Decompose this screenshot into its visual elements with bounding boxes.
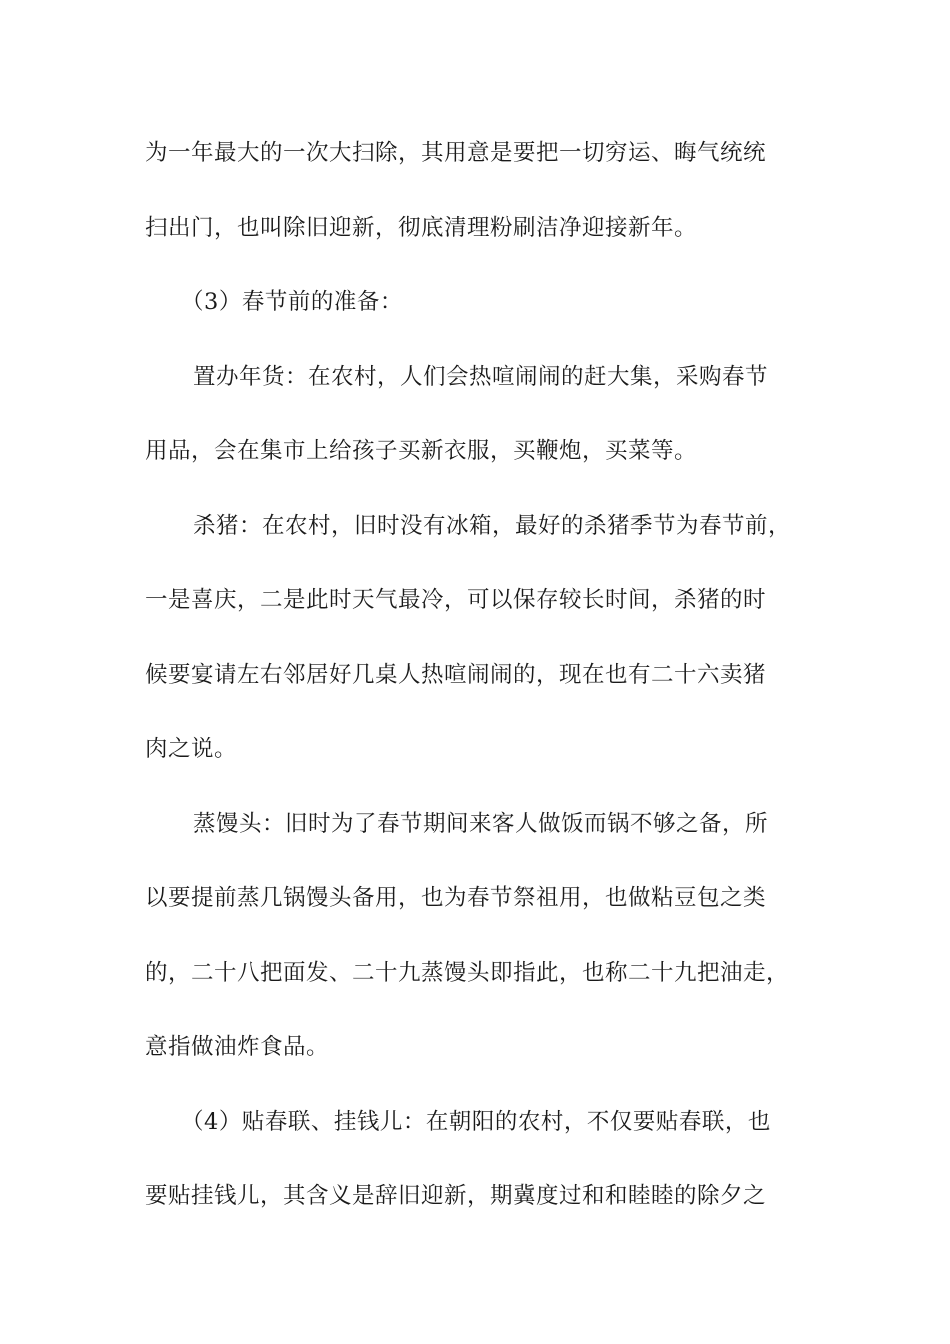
text-line: 意指做油炸食品。 (145, 1034, 330, 1060)
text-line: 用品，会在集市上给孩子买新衣服，买鞭炮，买菜等。 (145, 438, 698, 464)
text-line: 的，二十八把面发、二十九蒸馒头即指此，也称二十九把油走， (145, 959, 790, 986)
text-line: 为一年最大的一次大扫除，其用意是要把一切穷运、晦气统统 (145, 140, 767, 166)
text-line: 要贴挂钱儿，其含义是辞旧迎新，期冀度过和和睦睦的除夕之 (145, 1183, 767, 1209)
section-heading-4: （4）贴春联、挂钱儿：在朝阳的农村，不仅要贴春联，也 (181, 1108, 771, 1135)
text-line: 肉之说。 (145, 736, 238, 762)
paragraph-start: 置办年货：在农村，人们会热喧闹闹的赶大集，采购春节 (193, 363, 769, 390)
section-heading-3: （3）春节前的准备： (181, 289, 403, 315)
paragraph-start: 杀猪：在农村，旧时没有冰箱，最好的杀猪季节为春节前， (193, 512, 792, 539)
text-line: 候要宴请左右邻居好几桌人热喧闹闹的，现在也有二十六卖猪 (145, 661, 767, 688)
text-line: 以要提前蒸几锅馒头备用，也为春节祭祖用，也做粘豆包之类 (145, 885, 767, 911)
document-body (145, 133, 825, 1251)
text-line: 一是喜庆，二是此时天气最冷，可以保存较长时间，杀猪的时 (145, 587, 767, 613)
paragraph-start: 蒸馒头：旧时为了春节期间来客人做饭而锅不够之备，所 (193, 810, 769, 837)
text-line: 扫出门，也叫除旧迎新，彻底清理粉刷洁净迎接新年。 (145, 214, 698, 241)
